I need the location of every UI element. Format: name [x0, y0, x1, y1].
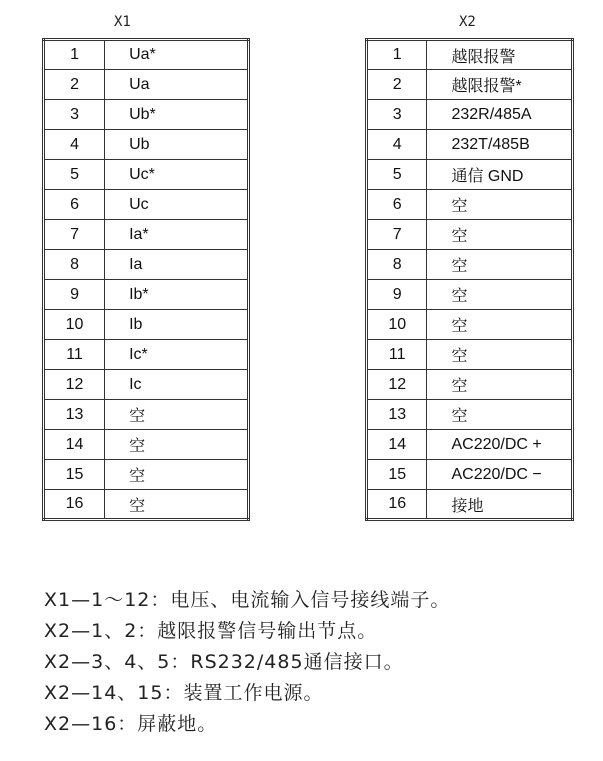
note-line: X2—3、4、5：RS232/485通信接口。 — [44, 651, 404, 673]
pin-number: 3 — [367, 100, 427, 130]
pin-signal: AC220/DC + — [427, 430, 573, 460]
pin-signal: 空 — [427, 280, 573, 310]
pin-number: 6 — [44, 190, 105, 220]
table-row — [44, 490, 249, 520]
table-row — [44, 190, 249, 220]
pin-number: 4 — [367, 130, 427, 160]
pin-signal: 越限报警* — [427, 70, 573, 100]
pin-signal: Ia — [105, 250, 249, 280]
table-row — [367, 250, 573, 280]
x2-title: X2 — [459, 14, 476, 30]
pin-signal: 空 — [427, 250, 573, 280]
table-row — [44, 400, 249, 430]
pin-number: 9 — [367, 280, 427, 310]
table-row — [367, 40, 573, 70]
note-line: X1—1～12：电压、电流输入信号接线端子。 — [44, 589, 451, 611]
pin-number: 7 — [44, 220, 105, 250]
pin-number: 15 — [44, 460, 105, 490]
pin-number: 3 — [44, 100, 105, 130]
pin-signal: Ua* — [105, 40, 249, 70]
x1-terminal-table — [42, 38, 250, 521]
pin-number: 8 — [44, 250, 105, 280]
pin-signal: Ua — [105, 70, 249, 100]
table-row — [44, 310, 249, 340]
table-row — [367, 190, 573, 220]
pin-number: 15 — [367, 460, 427, 490]
pin-signal: 空 — [105, 490, 249, 520]
pin-number: 1 — [44, 40, 105, 70]
table-row — [367, 160, 573, 190]
pin-number: 5 — [367, 160, 427, 190]
table-row — [44, 250, 249, 280]
pin-signal: Ic* — [105, 340, 249, 370]
table-row — [44, 340, 249, 370]
table-row — [367, 100, 573, 130]
pin-signal: 空 — [105, 400, 249, 430]
pin-signal: Ub — [105, 130, 249, 160]
table-row — [44, 430, 249, 460]
pin-signal: Ic — [105, 370, 249, 400]
x1-title: X1 — [114, 14, 131, 30]
table-row — [367, 220, 573, 250]
table-row — [44, 370, 249, 400]
pin-signal: Ib — [105, 310, 249, 340]
table-row — [44, 460, 249, 490]
pin-signal: 空 — [427, 340, 573, 370]
pin-signal: AC220/DC − — [427, 460, 573, 490]
pin-signal: 232R/485A — [427, 100, 573, 130]
pin-number: 11 — [44, 340, 105, 370]
pin-number: 13 — [44, 400, 105, 430]
pin-number: 4 — [44, 130, 105, 160]
pin-signal: Ia* — [105, 220, 249, 250]
table-row — [44, 220, 249, 250]
table-row — [44, 70, 249, 100]
pin-number: 16 — [44, 490, 105, 520]
note-line: X2—14、15：装置工作电源。 — [44, 682, 324, 704]
pin-number: 12 — [367, 370, 427, 400]
pin-signal: Uc — [105, 190, 249, 220]
pin-number: 8 — [367, 250, 427, 280]
table-row — [367, 460, 573, 490]
pin-number: 11 — [367, 340, 427, 370]
pin-signal: 空 — [427, 400, 573, 430]
pin-number: 12 — [44, 370, 105, 400]
table-row — [367, 280, 573, 310]
pin-number: 2 — [367, 70, 427, 100]
note-line: X2—16：屏蔽地。 — [44, 713, 218, 735]
table-row — [44, 280, 249, 310]
pin-signal: 空 — [105, 460, 249, 490]
table-row — [44, 40, 249, 70]
pin-signal: 空 — [105, 430, 249, 460]
pin-signal: Uc* — [105, 160, 249, 190]
table-row — [44, 160, 249, 190]
pin-number: 13 — [367, 400, 427, 430]
x2-terminal-table — [365, 38, 574, 521]
pin-number: 1 — [367, 40, 427, 70]
pin-signal: 空 — [427, 310, 573, 340]
table-row — [367, 130, 573, 160]
pin-signal: 232T/485B — [427, 130, 573, 160]
pin-signal: 空 — [427, 370, 573, 400]
table-row — [367, 400, 573, 430]
pin-number: 16 — [367, 490, 427, 520]
table-row — [44, 130, 249, 160]
table-row — [367, 340, 573, 370]
pin-signal: 空 — [427, 220, 573, 250]
table-row — [367, 310, 573, 340]
table-row — [44, 100, 249, 130]
table-row — [367, 430, 573, 460]
pin-signal: Ub* — [105, 100, 249, 130]
pin-number: 6 — [367, 190, 427, 220]
pin-number: 5 — [44, 160, 105, 190]
wiring-notes — [44, 585, 599, 740]
pin-number: 7 — [367, 220, 427, 250]
pin-number: 10 — [367, 310, 427, 340]
pin-number: 10 — [44, 310, 105, 340]
pin-number: 14 — [44, 430, 105, 460]
pin-number: 14 — [367, 430, 427, 460]
pin-number: 2 — [44, 70, 105, 100]
pin-signal: 通信 GND — [427, 160, 573, 190]
table-row — [367, 70, 573, 100]
pin-number: 9 — [44, 280, 105, 310]
pin-signal: 越限报警 — [427, 40, 573, 70]
pin-signal: Ib* — [105, 280, 249, 310]
table-row — [367, 490, 573, 520]
pin-signal: 接地 — [427, 490, 573, 520]
table-row — [367, 370, 573, 400]
note-line: X2—1、2：越限报警信号输出节点。 — [44, 620, 378, 642]
pin-signal: 空 — [427, 190, 573, 220]
